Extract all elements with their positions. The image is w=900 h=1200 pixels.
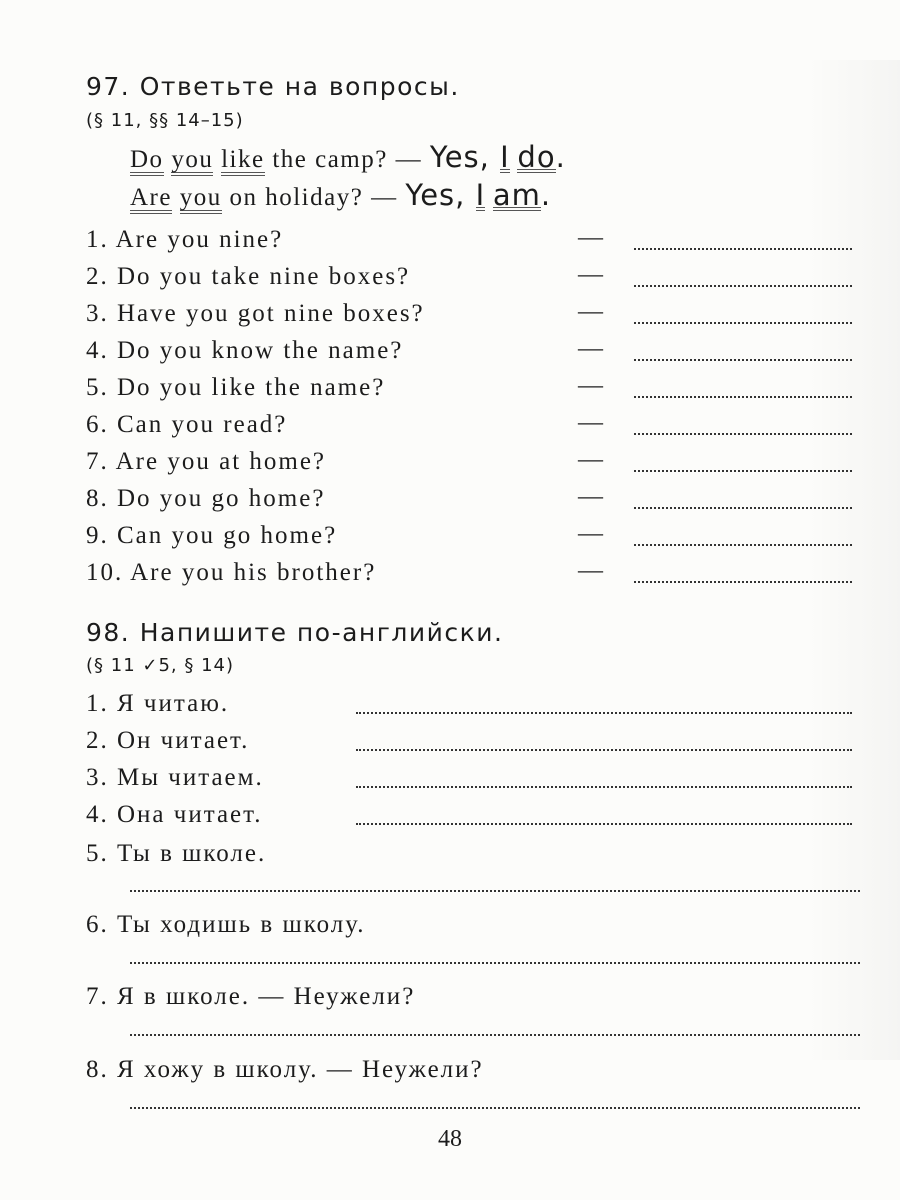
question-2: 2. Do you take nine boxes? <box>86 263 411 290</box>
example-answer-word: am <box>492 178 541 212</box>
example-text: on holiday? — <box>221 184 406 211</box>
answer-dash: — <box>578 261 603 288</box>
answer-dash: — <box>578 224 603 251</box>
question-1: 1. Are you nine? <box>86 226 284 253</box>
answer-line-t4[interactable] <box>356 823 852 825</box>
answer-line-4[interactable] <box>634 359 852 361</box>
translate-item-1: 1. Я читаю. <box>86 690 230 717</box>
example-word: like <box>221 148 265 176</box>
exercise-97-title: 97. Ответьте на вопросы. <box>86 72 460 101</box>
question-6: 6. Can you read? <box>86 411 288 438</box>
bleed-through-shadow <box>805 60 900 1060</box>
answer-line-t1[interactable] <box>356 712 852 714</box>
answer-line-9[interactable] <box>634 544 852 546</box>
example-2 <box>130 178 551 214</box>
answer-line-5[interactable] <box>634 396 852 398</box>
answer-dash: — <box>578 557 603 584</box>
answer-dash: — <box>578 520 603 547</box>
example-answer-word: I <box>475 178 486 212</box>
answer-line-t8[interactable] <box>130 1107 860 1109</box>
answer-line-2[interactable] <box>634 285 852 287</box>
answer-line-t7[interactable] <box>130 1034 860 1036</box>
question-7: 7. Are you at home? <box>86 448 327 475</box>
question-9: 9. Can you go home? <box>86 522 338 549</box>
question-4: 4. Do you know the name? <box>86 337 404 364</box>
question-10: 10. Are you his brother? <box>86 559 377 586</box>
exercise-97-reference: (§ 11, §§ 14–15) <box>86 110 244 131</box>
answer-dash: — <box>578 372 603 399</box>
answer-line-t2[interactable] <box>356 749 852 751</box>
translate-item-6: 6. Ты ходишь в школу. <box>86 911 366 938</box>
exercise-98-title: 98. Напишите по-английски. <box>86 618 504 647</box>
answer-line-3[interactable] <box>634 322 852 324</box>
example-answer: Yes, <box>405 178 476 212</box>
answer-line-10[interactable] <box>634 581 852 583</box>
translate-item-7: 7. Я в школе. — Неужели? <box>86 983 416 1010</box>
answer-line-1[interactable] <box>634 248 852 250</box>
translate-item-5: 5. Ты в школе. <box>86 840 267 867</box>
question-5: 5. Do you like the name? <box>86 374 386 401</box>
exercise-98-reference: (§ 11 ✓5, § 14) <box>86 655 234 676</box>
answer-dash: — <box>578 298 603 325</box>
answer-line-t6[interactable] <box>130 962 860 964</box>
answer-line-6[interactable] <box>634 433 852 435</box>
answer-line-t3[interactable] <box>356 786 852 788</box>
translate-item-3: 3. Мы читаем. <box>86 764 264 791</box>
example-text: the camp? — <box>264 146 430 173</box>
example-word: Are <box>130 186 172 214</box>
page-number: 48 <box>438 1126 462 1152</box>
example-answer-end: . <box>540 178 552 212</box>
answer-dash: — <box>578 446 603 473</box>
question-8: 8. Do you go home? <box>86 485 326 512</box>
example-word: Do <box>130 148 164 176</box>
example-1 <box>130 140 566 176</box>
example-answer: Yes, <box>429 140 501 174</box>
answer-dash: — <box>578 409 603 436</box>
answer-line-7[interactable] <box>634 470 852 472</box>
question-3: 3. Have you got nine boxes? <box>86 300 425 327</box>
translate-item-8: 8. Я хожу в школу. — Неужели? <box>86 1056 484 1083</box>
translate-item-4: 4. Она читает. <box>86 801 263 828</box>
answer-line-8[interactable] <box>634 507 852 509</box>
example-answer-end: . <box>555 140 566 174</box>
example-answer-word: do <box>517 140 556 174</box>
example-answer-word: I <box>500 140 510 174</box>
answer-line-t5[interactable] <box>130 890 860 892</box>
answer-dash: — <box>578 483 603 510</box>
answer-dash: — <box>578 335 603 362</box>
translate-item-2: 2. Он читает. <box>86 727 250 754</box>
example-word: you <box>171 148 213 176</box>
example-word: you <box>180 186 222 214</box>
